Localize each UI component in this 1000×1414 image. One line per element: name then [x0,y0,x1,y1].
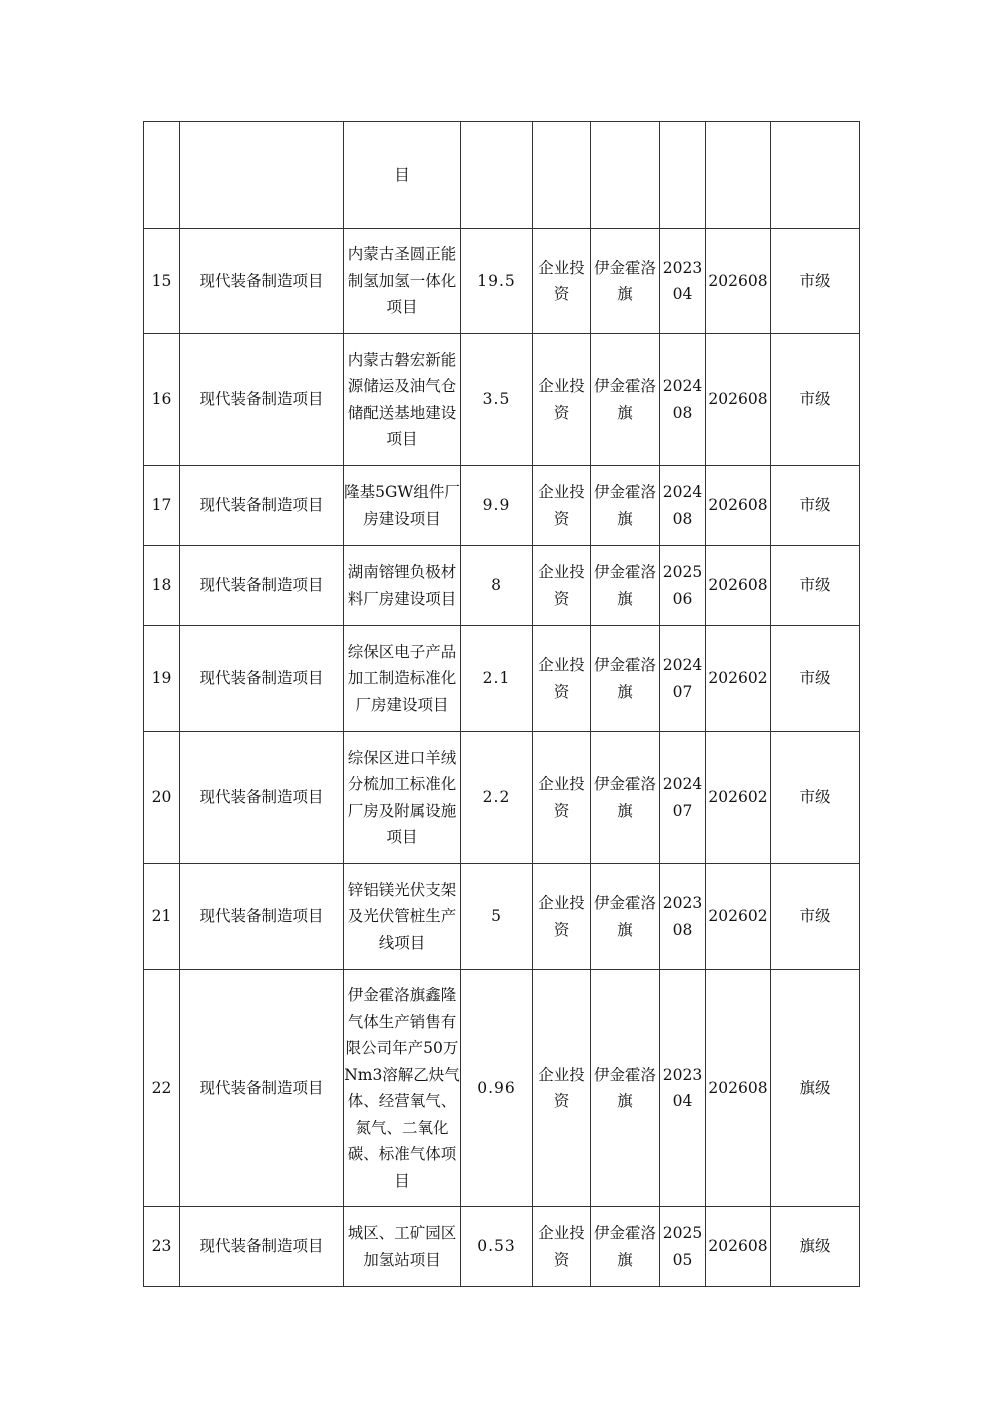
cell-start: 202408 [660,334,706,466]
cell-no: 16 [144,334,180,466]
cell-no: 17 [144,466,180,546]
cell-project-name: 隆基5GW组件厂房建设项目 [344,466,461,546]
cell-project-name: 湖南镕锂负极材料厂房建设项目 [344,546,461,626]
cell-end: 202608 [706,1207,771,1287]
table-row [144,466,860,546]
cell-start: 202407 [660,626,706,732]
cell-level: 市级 [771,626,860,732]
cell-location [591,122,660,229]
cell-category: 现代装备制造项目 [180,970,344,1207]
cell-source: 企业投资 [533,732,591,864]
cell-no: 20 [144,732,180,864]
cell-location: 伊金霍洛旗 [591,546,660,626]
cell-investment: 5 [461,864,533,970]
cell-level: 市级 [771,864,860,970]
table-row [144,229,860,334]
cell-category: 现代装备制造项目 [180,626,344,732]
cell-investment: 2.1 [461,626,533,732]
cell-level: 市级 [771,334,860,466]
cell-start: 202304 [660,970,706,1207]
cell-location: 伊金霍洛旗 [591,466,660,546]
cell-investment: 8 [461,546,533,626]
cell-source: 企业投资 [533,546,591,626]
cell-start: 202407 [660,732,706,864]
cell-category: 现代装备制造项目 [180,229,344,334]
cell-project-name: 伊金霍洛旗鑫隆气体生产销售有限公司年产50万Nm3溶解乙炔气体、经营氧气、氮气、二氧化碳、标准气体项目 [344,970,461,1207]
table-row-continuation [144,122,860,229]
cell-end: 202608 [706,970,771,1207]
cell-level [771,122,860,229]
cell-location: 伊金霍洛旗 [591,229,660,334]
cell-project-name: 锌铝镁光伏支架及光伏管桩生产线项目 [344,864,461,970]
cell-project-name: 内蒙古圣圆正能制氢加氢一体化项目 [344,229,461,334]
cell-source: 企业投资 [533,1207,591,1287]
cell-location: 伊金霍洛旗 [591,864,660,970]
cell-category: 现代装备制造项目 [180,546,344,626]
cell-location: 伊金霍洛旗 [591,970,660,1207]
project-table [143,121,860,1287]
cell-category: 现代装备制造项目 [180,864,344,970]
cell-no: 23 [144,1207,180,1287]
cell-location: 伊金霍洛旗 [591,1207,660,1287]
cell-category: 现代装备制造项目 [180,1207,344,1287]
cell-no: 19 [144,626,180,732]
table-row [144,546,860,626]
cell-project-name: 目 [344,122,461,229]
cell-project-name: 综保区进口羊绒分梳加工标准化厂房及附属设施项目 [344,732,461,864]
cell-no: 15 [144,229,180,334]
cell-level: 市级 [771,466,860,546]
cell-level: 旗级 [771,1207,860,1287]
cell-start: 202505 [660,1207,706,1287]
cell-end: 202602 [706,864,771,970]
cell-end: 202602 [706,626,771,732]
table-row [144,626,860,732]
cell-category: 现代装备制造项目 [180,732,344,864]
cell-source: 企业投资 [533,229,591,334]
cell-level: 市级 [771,546,860,626]
cell-source: 企业投资 [533,864,591,970]
cell-no: 18 [144,546,180,626]
cell-no: 21 [144,864,180,970]
cell-no [144,122,180,229]
cell-source: 企业投资 [533,334,591,466]
cell-start [660,122,706,229]
table-row [144,732,860,864]
cell-category: 现代装备制造项目 [180,334,344,466]
cell-category [180,122,344,229]
table-row [144,970,860,1207]
cell-level: 市级 [771,732,860,864]
cell-start: 202506 [660,546,706,626]
cell-category: 现代装备制造项目 [180,466,344,546]
cell-source: 企业投资 [533,970,591,1207]
cell-location: 伊金霍洛旗 [591,334,660,466]
cell-source: 企业投资 [533,466,591,546]
cell-investment: 0.53 [461,1207,533,1287]
table-row [144,334,860,466]
cell-investment: 9.9 [461,466,533,546]
cell-no: 22 [144,970,180,1207]
cell-investment: 0.96 [461,970,533,1207]
cell-source: 企业投资 [533,626,591,732]
cell-investment: 2.2 [461,732,533,864]
cell-investment: 3.5 [461,334,533,466]
cell-location: 伊金霍洛旗 [591,626,660,732]
cell-project-name: 综保区电子产品加工制造标准化厂房建设项目 [344,626,461,732]
cell-end [706,122,771,229]
cell-end: 202608 [706,229,771,334]
cell-end: 202602 [706,732,771,864]
cell-location: 伊金霍洛旗 [591,732,660,864]
cell-investment: 19.5 [461,229,533,334]
cell-project-name: 城区、工矿园区加氢站项目 [344,1207,461,1287]
cell-project-name: 内蒙古磐宏新能源储运及油气仓储配送基地建设项目 [344,334,461,466]
cell-end: 202608 [706,466,771,546]
cell-end: 202608 [706,546,771,626]
table-row [144,1207,860,1287]
cell-level: 旗级 [771,970,860,1207]
cell-start: 202308 [660,864,706,970]
cell-source [533,122,591,229]
table-row [144,864,860,970]
cell-start: 202408 [660,466,706,546]
cell-investment [461,122,533,229]
cell-start: 202304 [660,229,706,334]
cell-end: 202608 [706,334,771,466]
cell-level: 市级 [771,229,860,334]
